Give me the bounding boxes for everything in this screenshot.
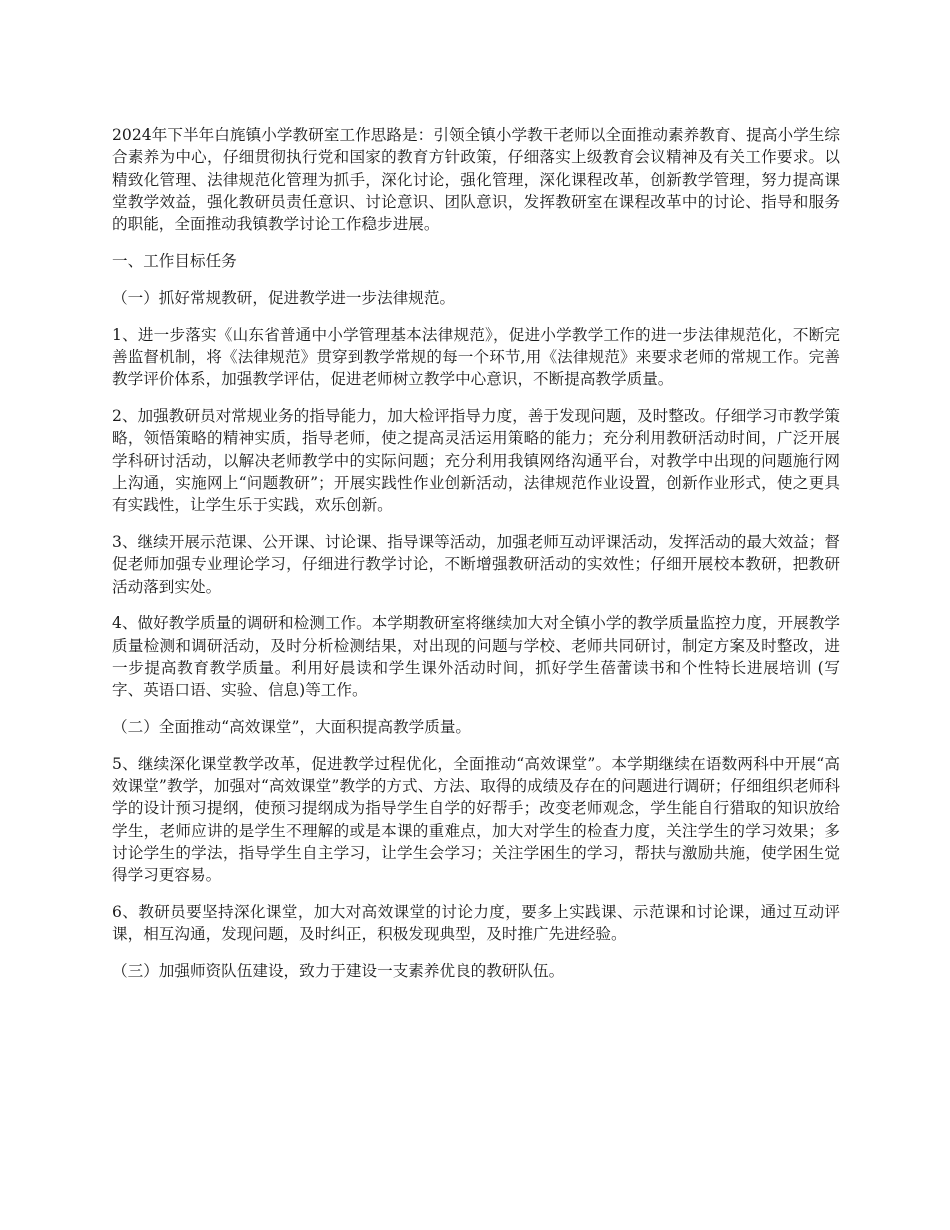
document-page <box>112 124 840 997</box>
item-paragraph-4: 4、做好教学质量的调研和检测工作。本学期教研室将继续加大对全镇小学的教学质量监控力度，开展教学质量检测和调研活动，及时分析检测结果，对出现的问题与学校、老师共同研讨，制定方案及时整改，进一步提高教育教学质量。利用好晨读和学生课外活动时间，抓好学生蓓蕾读书和个性特长进展培训 (写字、英语口语、实验、信息)等工作。 <box>112 614 840 700</box>
item-paragraph-1: 1、进一步落实《山东省普通中小学管理基本法律规范》，促进小学教学工作的进一步法律规范化，不断完善监督机制，将《法律规范》贯穿到教学常规的每一个环节,用《法律规范》来要求老师的常规工作。完善教学评价体系，加强教学评估，促进老师树立教学中心意识，不断提高教学质量。 <box>112 325 840 389</box>
item-paragraph-2: 2、加强教研员对常规业务的指导能力，加大检评指导力度，善于发现问题，及时整改。仔细学习市教学策略，领悟策略的精神实质，指导老师，使之提高灵活运用策略的能力；充分利用教研活动时间，广泛开展学科研讨活动，以解决老师教学中的实际问题；充分利用我镇网络沟通平台，对教学中出现的问题施行网上沟通，实施网上“问题教研”；开展实践性作业创新活动，法律规范作业设置，创新作业形式，使之更具有实践性，让学生乐于实践，欢乐创新。 <box>112 406 840 515</box>
item-paragraph-5: 5、继续深化课堂教学改革，促进教学过程优化，全面推动“高效课堂”。本学期继续在语数两科中开展“高效课堂”教学，加强对“高效课堂”教学的方式、方法、取得的成绩及存在的问题进行调研；仔细组织老师科学的设计预习提纲，使预习提纲成为指导学生自学的好帮手；改变老师观念，学生能自行猎取的知识放给学生，老师应讲的是学生不理解的或是本课的重难点，加大对学生的检查力度，关注学生的学习效果；多讨论学生的学法，指导学生自主学习，让学生会学习；关注学困生的学习，帮扶与激励共施，使学困生觉得学习更容易。 <box>112 754 840 885</box>
intro-paragraph: 2024年下半年白旄镇小学教研室工作思路是：引领全镇小学教干老师以全面推动素养教育、提高小学生综合素养为中心，仔细贯彻执行党和国家的教育方针政策，仔细落实上级教育会议精神及有关工作要求。以精致化管理、法律规范化管理为抓手，深化讨论，强化管理，深化课程改革，创新教学管理，努力提高课堂教学效益，强化教研员责任意识、讨论意识、团队意识，发挥教研室在课程改革中的讨论、指导和服务的职能，全面推动我镇教学讨论工作稳步进展。 <box>112 126 840 234</box>
item-paragraph-6: 6、教研员要坚持深化课堂，加大对高效课堂的讨论力度，要多上实践课、示范课和讨论课，通过互动评课，相互沟通，发现问题，及时纠正，积极发现典型，及时推广先进经验。 <box>112 903 840 944</box>
section-heading-goals: 一、工作目标任务 <box>112 251 237 270</box>
subsection-heading-3: （三）加强师资队伍建设，致力于建设一支素养优良的教研队伍。 <box>112 962 565 981</box>
subsection-heading-1: （一）抓好常规教研，促进教学进一步法律规范。 <box>112 288 456 307</box>
item-paragraph-3: 3、继续开展示范课、公开课、讨论课、指导课等活动，加强老师互动评课活动，发挥活动的最大效益；督促老师加强专业理论学习，仔细进行教学讨论，不断增强教研活动的实效性；仔细开展校本教研，把教研活动落到实处。 <box>112 532 840 596</box>
subsection-heading-2: （二）全面推动“高效课堂”，大面积提高教学质量。 <box>112 718 472 737</box>
